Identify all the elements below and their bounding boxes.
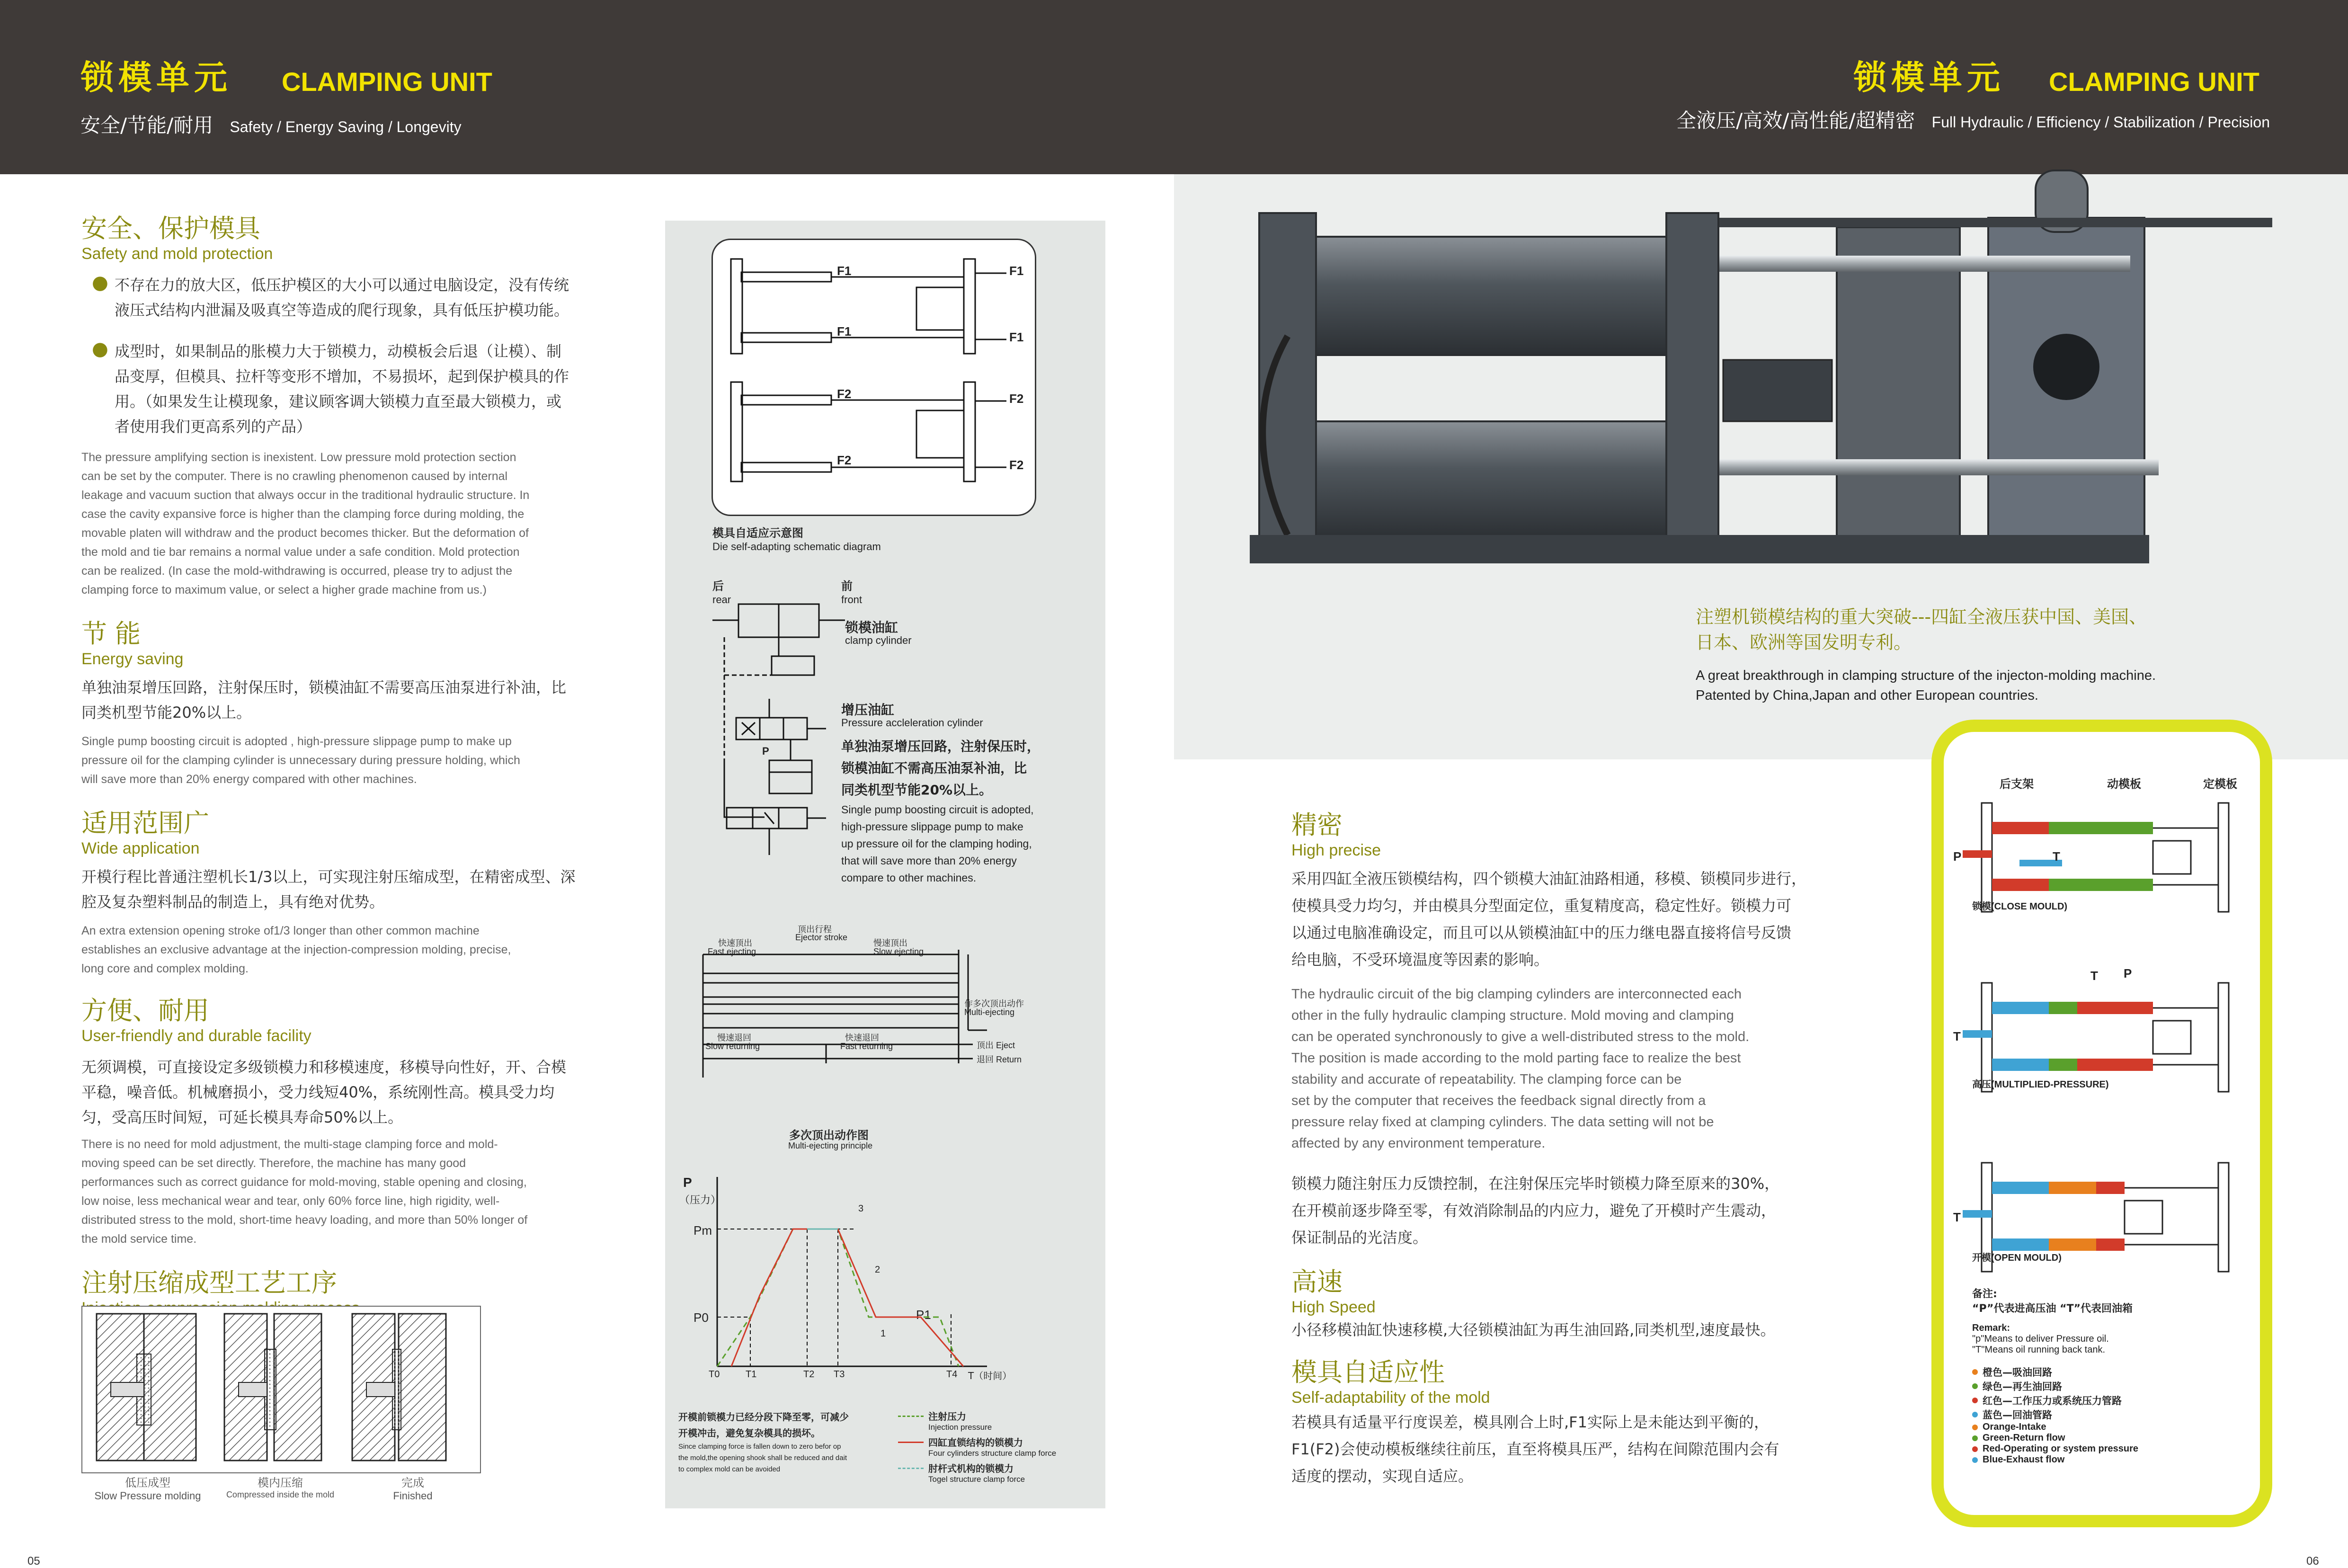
text-line: 匀，受高压时间短，可延长模具寿命50%以上。 (81, 1108, 403, 1126)
text-line: the mold,the opening shook shall be reduced and dait (678, 1454, 847, 1462)
f2-label: F2 (837, 387, 852, 401)
step-label-cn: 完成 (401, 1476, 424, 1489)
right-subtitle-cn: 全液压/高效/高性能/超精密 (1676, 109, 1915, 132)
remark-line: "p"Means to deliver Pressure oil. (1972, 1334, 2109, 1344)
t-marker: T (1953, 1029, 1961, 1043)
color-legend (1972, 1365, 2256, 1465)
pchart-pm: Pm (694, 1223, 712, 1238)
text-line: pressure oil for the clamping cylinder is unnecessary during pressure holding, which (81, 754, 520, 767)
legend-item (898, 1461, 1097, 1484)
f1-label: F1 (1009, 264, 1024, 278)
slow-return-cn: 慢速退回 (717, 1033, 751, 1042)
legend-item (1972, 1408, 2256, 1422)
die-schematic (713, 240, 1035, 515)
rear-label-cn: 后 (712, 579, 724, 593)
box-header: 后支架 (2000, 777, 2034, 791)
text-line: the mold service time. (81, 1232, 197, 1246)
right-title-en: CLAMPING UNIT (2049, 67, 2259, 97)
text-line: 不存在力的放大区，低压护模区的大小可以通过电脑设定，没有传统 (115, 276, 569, 294)
text-line: 开模行程比普通注塑机长1/3以上，可实现注射压缩成型，在精密成型、深 (81, 868, 576, 886)
p-marker: P (2124, 966, 2132, 980)
curve-num: 3 (858, 1203, 864, 1214)
text-line: 适度的摆动，实现自适应。 (1291, 1467, 1474, 1485)
wide-en-text (81, 921, 602, 978)
text-line: 同类机型节能20%以上。 (841, 782, 993, 798)
text-line: other in the fully hydraulic clamping structure. Mold moving and clamping (1291, 1008, 1734, 1023)
diagram-panel (665, 221, 1105, 1508)
text-line: clamping force to maximum value, or select a higher grade machine from us.) (81, 583, 487, 597)
text-line: up pressure oil for the clamping hoding, (841, 837, 1032, 850)
accel-cylinder-en: Pressure accleleration cylinder (841, 717, 983, 729)
precise-title-cn: 精密 (1291, 810, 1343, 840)
fast-eject-cn: 快速顶出 (718, 938, 752, 948)
left-subtitle (80, 110, 462, 138)
bullet-icon: ● (92, 338, 108, 360)
fast-return-en: Fast returning (840, 1042, 893, 1051)
safety-bullet-1 (81, 273, 602, 323)
text-line: 单独油泵增压回路，注射保压时， (841, 739, 1041, 754)
legend-label: Orange-Intake (1983, 1422, 2046, 1432)
legend-item (1972, 1433, 2256, 1443)
text-line: long core and complex molding. (81, 962, 249, 975)
legend-item (1972, 1393, 2256, 1408)
pchart-p1: P1 (916, 1308, 931, 1322)
user-title-cn: 方便、耐用 (81, 996, 209, 1025)
clamping-unit-illustration (1231, 156, 2291, 606)
user-title-en: User-friendly and durable facility (81, 1027, 311, 1045)
legend-dot-icon (1972, 1435, 1978, 1441)
open-mould-label: 开模(OPEN MOULD) (1972, 1253, 2062, 1263)
pchart-unit: （压力） (679, 1194, 721, 1206)
close-mould-state (1963, 803, 2229, 912)
text-line: case the cavity expansive force is higher than the clamping force during molding, the (81, 508, 525, 521)
text-line: that will save more than 20% energy (841, 855, 1017, 867)
text-line: 同类机型节能20%以上。 (81, 704, 252, 722)
f1-label: F1 (1009, 330, 1024, 344)
eject-title-en: Multi-ejecting principle (788, 1141, 873, 1150)
pchart-legend (898, 1409, 1097, 1484)
text-line: stability and accurate of repeatability. The clamping force can be (1291, 1072, 1682, 1087)
f2-label: F2 (837, 453, 852, 467)
text-line: 品变厚，但模具、拉杆等变形不增加，不易损坏，起到保护模具的作 (115, 367, 569, 385)
text-line: high-pressure slippage pump to make (841, 820, 1023, 833)
front-label-cn: 前 (841, 579, 853, 593)
mold-step-1 (97, 1314, 196, 1461)
adapt-title-en: Self-adaptability of the mold (1291, 1389, 1490, 1407)
text-line: movable platen will withdraw and the product becomes thicker. But the deformation of (81, 526, 529, 540)
text-line: Since clamping force is fallen down to zero befor op (678, 1443, 841, 1451)
legend-swatch (898, 1442, 924, 1443)
text-line: 给电脑，不受环境温度等因素的影响。 (1291, 951, 1549, 969)
precise-title-en: High precise (1291, 841, 1381, 859)
text-line: F1(F2)会使动模板继续往前压，直至将模具压严，结构在间隙范围内会有 (1291, 1440, 1779, 1458)
page-number-right: 06 (2306, 1555, 2319, 1568)
step-label-cn: 模内压缩 (258, 1476, 303, 1489)
legend-dot-icon (1972, 1457, 1978, 1463)
legend-dot-icon (1972, 1369, 1978, 1375)
legend-swatch (898, 1416, 924, 1417)
hydraulic-states-box (1931, 720, 2272, 1527)
legend-dot-icon (1972, 1383, 1978, 1389)
text-line: can be realized. (In case the mold-withdrawing is occurred, please try to adjust the (81, 564, 513, 578)
legend-swatch (898, 1468, 924, 1469)
precise-cn-text (1291, 865, 1826, 973)
legend-item (1972, 1365, 2256, 1379)
text-line: 平稳，噪音低。机械磨损小，受力线短40%，系统刚性高。模具受力均 (81, 1083, 555, 1101)
precise-cn2-text (1291, 1170, 1826, 1251)
left-title-cn: 锁模单元 (80, 58, 232, 97)
legend-label-cn: 肘杆式机构的锁模力 (928, 1463, 1014, 1474)
high-pressure-label: 高压(MULTIPLIED-PRESSURE) (1972, 1079, 2109, 1090)
ejector-diagram (694, 935, 1082, 1092)
rear-label-en: rear (712, 594, 731, 606)
text-line: Single pump boosting circuit is adopted , high-pressure slippage pump to make up (81, 735, 512, 748)
box-header: 动模板 (2107, 777, 2141, 791)
user-en-text (81, 1135, 602, 1248)
text-line: distributed stress to the mold, short-time heavy loading, and more than 50% longer of (81, 1213, 528, 1227)
left-subtitle-cn: 安全/节能/耐用 (80, 114, 213, 137)
energy-cn-text (81, 675, 602, 725)
mold-step-3 (352, 1314, 446, 1461)
energy-title-en: Energy saving (81, 650, 184, 668)
text-line: 成型时，如果制品的胀模力大于锁模力，动模板会后退（让模）、制 (115, 342, 562, 360)
t-marker: T (1953, 1210, 1961, 1224)
legend-label-cn: 注射压力 (928, 1411, 966, 1422)
text-line: 者使用我们更高系列的产品） (115, 418, 312, 436)
f2-label: F2 (1009, 458, 1024, 472)
text-line: can be set by the computer. There is no crawling phenomenon caused by internal (81, 470, 508, 483)
return-label (977, 1053, 1022, 1065)
left-column (81, 208, 602, 1318)
legend-item (898, 1435, 1097, 1458)
slow-eject-en: Slow ejecting (873, 947, 924, 956)
left-subtitle-en: Safety / Energy Saving / Longevity (230, 118, 462, 135)
step-label-en: Finished (393, 1490, 433, 1502)
text-line: leakage and vacuum suction that always occur in the traditional hydraulic structure. In (81, 489, 530, 502)
text-line: 以通过电脑准确设定，而且可以从锁模油缸中的压力继电器直接将信号反馈 (1291, 924, 1792, 942)
page-number-left: 05 (27, 1555, 40, 1568)
text-line: The pressure amplifying section is inexistent. Low pressure mold protection section (81, 451, 516, 464)
right-title-cn: 锁模单元 (1853, 58, 2005, 97)
right-subtitle (1676, 105, 2270, 134)
p-label: P (762, 745, 769, 757)
die-schematic-box (712, 239, 1036, 516)
text-line: Single pump boosting circuit is adopted, (841, 803, 1034, 816)
text-line: 在开模前逐步降至零，有效消除制品的内应力，避免了开模时产生震动， (1291, 1202, 1777, 1220)
legend-dot-icon (1972, 1425, 1978, 1430)
step-label-en: Compressed inside the mold (226, 1490, 335, 1499)
text-line: 采用四缸全液压锁模结构，四个锁模大油缸油路相通，移模、锁模同步进行， (1291, 870, 1807, 888)
t-label: T4 (946, 1369, 958, 1380)
legend-item (1972, 1422, 2256, 1433)
icm-title-cn: 注射压缩成型工艺工序 (81, 1268, 337, 1298)
step-label-cn: 低压成型 (125, 1476, 170, 1489)
text-line: 开模冲击，避免复杂模具的损坏。 (678, 1427, 820, 1439)
wide-title-en: Wide application (81, 839, 200, 857)
close-mould-label: 锁模(CLOSE MOULD) (1972, 901, 2068, 912)
pump-note (841, 736, 1097, 886)
legend-item (898, 1409, 1097, 1432)
caption-cn-line: 注塑机锁模结构的重大突破---四缸全液压获中国、美国、 (1696, 606, 2147, 627)
legend-label-en: Togel structure clamp force (928, 1475, 1025, 1484)
icm-step-labels (81, 1473, 479, 1502)
legend-dot-icon (1972, 1398, 1978, 1403)
clamp-cylinder-en: clamp cylinder (845, 634, 912, 646)
text-line: will save more than 20% energy compared with other machines. (81, 773, 417, 786)
pressure-chart (712, 1177, 1015, 1381)
text-line: 开模前锁模力已经分段下降至零，可减少 (678, 1411, 849, 1423)
legend-label: 蓝色—回油管路 (1983, 1409, 2052, 1421)
t-label: T（时间） (968, 1370, 1012, 1381)
caption-cn-line: 日本、欧洲等国发明专利。 (1696, 632, 1912, 653)
multi-eject-cn: 作多次顶出动作 (964, 999, 1024, 1008)
pchart-note (678, 1409, 896, 1475)
text-line: 用。（如果发生让模现象，建议顾客调大锁模力直至最大锁模力，或 (115, 392, 562, 410)
pchart-p0: P0 (694, 1310, 709, 1325)
text-line: compare to other machines. (841, 872, 977, 884)
mold-step-2 (224, 1314, 321, 1461)
eject-en: Eject (996, 1041, 1015, 1050)
icm-diagram (82, 1307, 480, 1472)
icm-step (214, 1473, 347, 1502)
legend-item (1972, 1443, 2256, 1454)
t-label: T1 (746, 1369, 757, 1380)
remark-title: Remark: (1972, 1323, 2010, 1333)
slow-eject-cn: 慢速顶出 (873, 938, 907, 948)
return-cn: 退回 (977, 1055, 994, 1064)
text-line: 锁模力随注射压力反馈控制，在注射保压完毕时锁模力降至原来的30%， (1291, 1175, 1780, 1193)
caption-en-line: A great breakthrough in clamping structure of the injecton-molding machine. (1696, 668, 2156, 683)
text-line: the mold and tie bar remains a normal value under a safe condition. Mold protection (81, 545, 520, 559)
legend-label-cn: 四缸直锁结构的锁模力 (928, 1437, 1023, 1448)
text-line: affected by any environment temperature. (1291, 1136, 1546, 1151)
box-header: 定模板 (2203, 777, 2237, 791)
f1-label: F1 (837, 264, 852, 278)
photo-caption (1696, 604, 2311, 705)
text-line: 锁模油缸不需高压油泵补油，比 (841, 760, 1027, 776)
die-caption-en: Die self-adapting schematic diagram (712, 541, 881, 552)
eject-title-cn: 多次顶出动作图 (789, 1129, 869, 1142)
multi-eject-en: Multi-ejecting (964, 1007, 1015, 1017)
curve-num: 2 (875, 1265, 880, 1275)
text-line: moving speed can be set directly. Therefore, the machine has many good (81, 1157, 466, 1170)
wide-title-cn: 适用范围广 (81, 808, 209, 838)
f2-label: F2 (1009, 392, 1024, 406)
icm-figure (81, 1306, 481, 1473)
speed-title-en: High Speed (1291, 1298, 1376, 1316)
text-line: can be operated synchronously to give a well-distributed stress to the mold. (1291, 1029, 1750, 1044)
remark-line: "T"Means oil running back tank. (1972, 1345, 2106, 1355)
four-cylinder-curve (731, 1229, 963, 1366)
die-caption-cn: 模具自适应示意图 (712, 526, 803, 540)
adapt-title-cn: 模具自适应性 (1291, 1357, 1445, 1387)
safety-bullet-2 (81, 339, 602, 439)
legend-label: Red-Operating or system pressure (1983, 1443, 2138, 1454)
eject-cn: 顶出 (977, 1041, 994, 1050)
eject-label (977, 1039, 1015, 1051)
eject-stroke-cn: 顶出行程 (798, 925, 832, 934)
text-line: establishes an exclusive advantage at the injection-compression molding, precise, (81, 943, 511, 956)
bullet-icon: ● (92, 272, 108, 294)
text-line: 使模具受力均匀，并由模具分型面定位，重复精度高，稳定性好。锁模力可 (1291, 897, 1792, 915)
right-subtitle-en: Full Hydraulic / Efficiency / Stabilization / Precision (1931, 114, 2270, 131)
pchart-p-label: P (683, 1175, 692, 1190)
hydraulic-states-diagram (1963, 793, 2256, 1295)
t-marker: T (2053, 849, 2060, 864)
text-line: 保证制品的光洁度。 (1291, 1229, 1428, 1247)
text-line: 无须调模，可直接设定多级锁模力和移模速度，移模导向性好，开、合模 (81, 1058, 567, 1076)
high-pressure-state (1963, 983, 2229, 1092)
legend-label: 橙色—吸油回路 (1983, 1367, 2052, 1378)
precise-en-text (1291, 984, 1826, 1154)
text-line: 液压式结构内泄漏及吸真空等造成的爬行现象，具有低压护模功能。 (115, 301, 569, 319)
eject-stroke-en: Ejector stroke (795, 933, 848, 942)
legend-item (1972, 1379, 2256, 1393)
speed-cn-text: 小径移模油缸快速移模,大径锁模油缸为再生油回路,同类机型,速度最快。 (1291, 1321, 1776, 1339)
t-label: T2 (803, 1369, 815, 1380)
text-line: 腔及复杂塑料制品的制造上，具有绝对优势。 (81, 893, 385, 911)
return-en: Return (996, 1055, 1022, 1064)
t-marker: T (2090, 969, 2098, 983)
note-title: 备注: (1972, 1288, 1997, 1300)
step-label-en: Slow Pressure molding (94, 1490, 201, 1502)
text-line: to complex mold can be avoided (678, 1465, 781, 1473)
legend-item (1972, 1454, 2256, 1465)
t-label: T0 (709, 1369, 720, 1380)
front-label-en: front (841, 594, 863, 606)
caption-en-line: Patented by China,Japan and other European countries. (1696, 688, 2038, 703)
text-line: 单独油泵增压回路，注射保压时，锁模油缸不需要高压油泵进行补油，比 (81, 678, 567, 696)
user-cn-text (81, 1055, 602, 1130)
legend-label-en: Four cylinders structure clamp force (928, 1449, 1057, 1458)
legend-label: Blue-Exhaust flow (1983, 1454, 2065, 1465)
text-line: low noise, less mechanical wear and tear, only 60% force line, high rigidity, well- (81, 1194, 500, 1208)
legend-label: Green-Return flow (1983, 1433, 2065, 1443)
curve-num: 1 (880, 1328, 886, 1339)
text-line: set by the computer that receives the feedback signal directly from a (1291, 1093, 1706, 1108)
text-line: An extra extension opening stroke of1/3 longer than other common machine (81, 924, 480, 937)
adapt-cn-text (1291, 1409, 1826, 1490)
fast-eject-en: Fast ejecting (708, 947, 756, 956)
note-text: “P”代表进高压油 “T”代表回油箱 (1972, 1303, 2133, 1315)
p-marker: P (1953, 849, 1962, 864)
right-column (1291, 805, 1826, 1490)
safety-title-cn: 安全、保护模具 (81, 214, 260, 243)
text-line: The position is made according to the mold parting face to realize the best (1291, 1051, 1741, 1066)
energy-title-cn: 节 能 (81, 619, 141, 649)
safety-en-text (81, 448, 602, 599)
icm-step (347, 1473, 479, 1502)
box-notes (1972, 1286, 2256, 1465)
t-label: T3 (834, 1369, 845, 1380)
f1-label: F1 (837, 324, 852, 339)
legend-label-en: Injection pressure (928, 1423, 992, 1432)
text-line: There is no need for mold adjustment, the multi-stage clamping force and mold- (81, 1138, 498, 1151)
text-line: 若模具有适量平行度误差，模具刚合上时,F1实际上是未能达到平衡的， (1291, 1413, 1769, 1431)
legend-dot-icon (1972, 1446, 1978, 1452)
fast-return-cn: 快速退回 (845, 1033, 879, 1042)
wide-cn-text (81, 864, 602, 915)
text-line: performances such as correct guidance for mold-moving, stable opening and closing, (81, 1176, 527, 1189)
safety-title-en: Safety and mold protection (81, 245, 273, 263)
speed-title-cn: 高速 (1291, 1267, 1343, 1297)
slow-return-en: Slow returning (705, 1042, 760, 1051)
accel-cylinder-cn: 增压油缸 (841, 702, 895, 718)
clamp-cylinder-cn: 锁模油缸 (845, 620, 898, 635)
text-line: The hydraulic circuit of the big clamping cylinders are interconnected each (1291, 987, 1742, 1002)
energy-en-text (81, 732, 602, 789)
legend-label: 绿色—再生油回路 (1983, 1381, 2062, 1392)
legend-label: 红色—工作压力或系统压力管路 (1983, 1395, 2122, 1407)
text-line: pressure relay fixed at clamping cylinders. The data setting will not be (1291, 1114, 1714, 1130)
icm-step (81, 1473, 214, 1502)
legend-dot-icon (1972, 1412, 1978, 1417)
left-title-en: CLAMPING UNIT (282, 67, 492, 97)
